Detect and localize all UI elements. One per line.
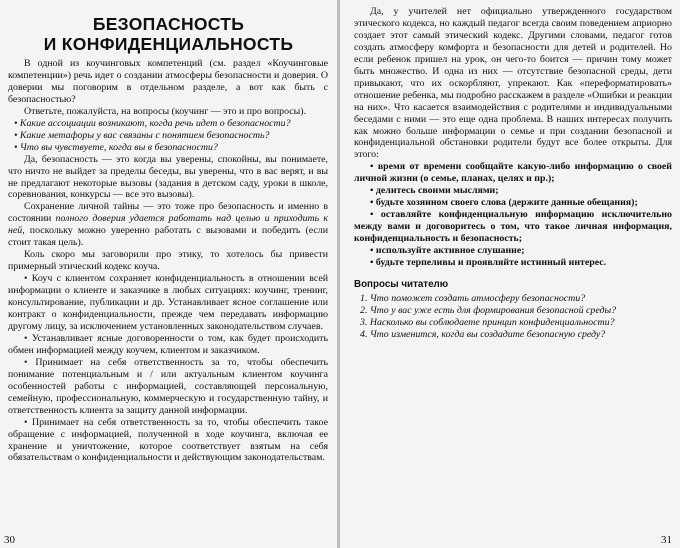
questions-heading: Вопросы читателю	[354, 278, 449, 290]
tip-item: • оставляйте конфиденциальную информацию исключительно между вами и договоритесь о том, что такое личная информация, конфиденциальность и безопасность;	[354, 209, 672, 245]
right-page	[340, 0, 680, 548]
paragraph: Коль скоро мы заговорили про этику, то хотелось бы привести примерный этический кодекс коуча.	[8, 249, 328, 273]
question-item: • Какие ассоциации возникают, когда речь идет о безопасности?	[14, 117, 291, 129]
reader-question: 1. Что поможет создать атмосферу безопасности?	[360, 292, 586, 304]
code-item: • Принимает на себя ответственность за то, чтобы обеспечить понимание потенциальным и / или актуальным клиентом коучинга особенностей работы с информацией, составляющей персональную, семейную, профессиональную, коммерческую и государственную тайну, и ответственность клиента за защиту данной информации.	[8, 356, 328, 416]
page-number: 30	[4, 534, 15, 546]
reader-question: 4. Что изменится, когда вы создадите безопасную среду?	[360, 328, 606, 340]
paragraph: Да, безопасность — это когда вы уверены, спокойны, вы понимаете, что ничто не выйдет за пределы беседы, вы уверены, что в вас верят, и вы не предлагают некоторые вызовы (задания в детском саду, уроки в школе, соревнования, конкурсы — все это вызовы).	[8, 153, 328, 201]
chapter-title: БЕЗОПАСНОСТЬ	[92, 14, 245, 34]
tip-item: • делитесь своими мыслями;	[370, 185, 499, 197]
code-item: • Коуч с клиентом сохраняет конфиденциальность в отношении всей информации о клиенте и заказчике в любых ситуациях: коучинг, тренинг, консультирование, публикации и др. Устанавливает ясное соглашение или контракт о конфиденциальности, прежде чем передавать информацию другому лицу, за исключением установленных законодательством случаев.	[8, 273, 328, 332]
paragraph: Да, у учителей нет официально утвержденного государством этического кодекса, но каждый педагог всегда своим поведением априорно создает этот самый этический кодекс. Другими словами, педагог готов создать атмосферу комфорта и безопасности для детей и родителей. Но если ребенок пришел на урок, он чего-то боится — причин тому может быть множество. И одна из них — отсутствие безопасной среды, дети привыкают, что их оскорбляют, упрекают. Как «переформатировать» отношение ребенка, мы подробно расскажем в разделе «Ошибки и реакции на них». Что касается взаимодействия с родителями и индивидуальными беседами с ними — это еще одна проблема. В наших интересах получить как можно больше информации о семье и при создании безопасной и конфиденциальной обстановки родители будут все более открыты. Для этого:	[354, 6, 672, 161]
paragraph	[8, 201, 328, 249]
question-item: • Какие метафоры у вас связаны с понятием безопасность?	[14, 129, 270, 141]
tip-item: • будьте терпеливы и проявляйте истинный интерес.	[370, 257, 607, 269]
text-run: , поскольку можно уверенно работать с вызовами и победить (если стоит такая цель).	[8, 225, 328, 249]
page-number: 31	[661, 534, 672, 546]
tip-item: • время от времени сообщайте какую-либо информацию о своей личной жизни (о семье, планах, целях и пр.);	[354, 161, 672, 185]
left-text-column	[8, 58, 328, 464]
tip-item: • используйте активное слушание;	[370, 245, 525, 257]
tip-item: • будьте хозяином своего слова (держите данные обещания);	[370, 197, 638, 209]
left-page	[0, 0, 337, 548]
question-item: • Что вы чувствуете, когда вы в безопасности?	[14, 141, 218, 153]
code-item: • Принимает на себя ответственность за то, чтобы обеспечить такое обращение с информацией, полученной в ходе коучинга, включая ее хранение и уничтожение, которое соответствует взятым на себя обязательствам о конфиденциальности и действующим законодательствам.	[8, 416, 328, 464]
right-text-column	[354, 6, 672, 341]
emphasis-text: полного доверия удается работать над целью и приходить к ней	[8, 213, 328, 237]
reader-question: 2. Что у вас уже есть для формирования безопасной среды?	[360, 304, 617, 316]
paragraph: В одной из коучинговых компетенций (см. раздел «Коучинговые компетенции») речь идет о создании атмосферы безопасности и доверия. О доверии мы поговорим в отдельном разделе, а вот как быть с безопасностью?	[8, 58, 328, 105]
paragraph: Ответьте, пожалуйста, на вопросы (коучинг — это и про вопросы).	[24, 105, 307, 117]
chapter-title-line2: И КОНФИДЕНЦИАЛЬНОСТЬ	[43, 34, 294, 54]
text-run: Сохранение личной тайны — это тоже про безопасность и именно в состоянии	[8, 201, 328, 225]
reader-question: 3. Насколько вы соблюдаете принцип конфиденциальности?	[360, 316, 615, 328]
code-item: • Устанавливает ясные договоренности о том, как будет происходить обмен информацией между коучем, клиентом и заказчиком.	[8, 332, 328, 356]
